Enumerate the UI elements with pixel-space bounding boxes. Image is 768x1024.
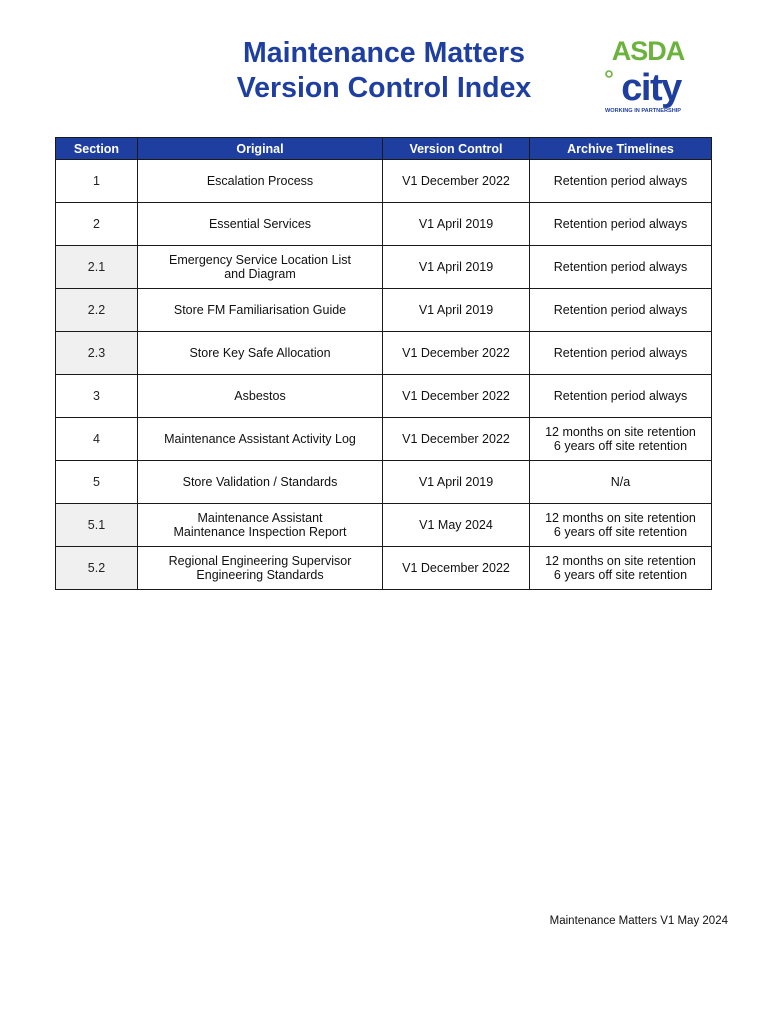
archive-text-line: Retention period always: [553, 303, 688, 317]
archive-cell: [530, 547, 712, 590]
section-cell: 4: [56, 418, 138, 461]
original-text-line: Store FM Familiarisation Guide: [173, 303, 347, 317]
archive-text-line: Retention period always: [553, 346, 688, 360]
original-text-line: Maintenance Assistant Activity Log: [164, 432, 356, 446]
table-row: [56, 418, 712, 461]
section-cell: 5.2: [56, 547, 138, 590]
archive-text-line: 12 months on site retention: [545, 554, 696, 568]
svg-text:ASDA: ASDA: [611, 36, 685, 66]
original-text-line: Maintenance Inspection Report: [173, 525, 347, 539]
original-cell: [138, 461, 383, 504]
archive-text-line: 6 years off site retention: [553, 439, 688, 453]
version-cell: V1 December 2022: [383, 418, 530, 461]
version-control-table: [55, 137, 712, 590]
version-cell: V1 April 2019: [383, 289, 530, 332]
original-text-line: Asbestos: [234, 389, 286, 403]
table-row: [56, 375, 712, 418]
footer-version-note: Maintenance Matters V1 May 2024: [549, 915, 728, 927]
original-text-line: Engineering Standards: [196, 568, 324, 582]
section-cell: 3: [56, 375, 138, 418]
version-cell: V1 December 2022: [383, 332, 530, 375]
archive-cell: [530, 203, 712, 246]
column-header-archive-timelines: Archive Timelines: [530, 138, 712, 160]
section-cell: 2: [56, 203, 138, 246]
column-header-original: Original: [138, 138, 383, 160]
asda-city-logo-mark: [603, 36, 693, 116]
original-text-line: Essential Services: [208, 217, 312, 231]
version-cell: V1 December 2022: [383, 160, 530, 203]
archive-cell: [530, 246, 712, 289]
original-cell: [138, 418, 383, 461]
archive-text-line: N/a: [610, 475, 631, 489]
section-cell: 2.1: [56, 246, 138, 289]
table-body: [56, 160, 712, 590]
version-cell: V1 December 2022: [383, 375, 530, 418]
table-row: [56, 332, 712, 375]
table-row: [56, 160, 712, 203]
table-header-row: [56, 138, 712, 160]
section-cell: 5: [56, 461, 138, 504]
original-text-line: Escalation Process: [206, 174, 314, 188]
original-text-line: Store Key Safe Allocation: [189, 346, 331, 360]
original-cell: [138, 160, 383, 203]
column-header-version-control: Version Control: [383, 138, 530, 160]
page-title-line-1: Maintenance Matters: [243, 37, 525, 69]
original-cell: [138, 203, 383, 246]
archive-text-line: Retention period always: [553, 389, 688, 403]
original-cell: [138, 504, 383, 547]
archive-cell: [530, 375, 712, 418]
archive-text-line: 6 years off site retention: [553, 525, 688, 539]
version-cell: V1 May 2024: [383, 504, 530, 547]
version-cell: V1 December 2022: [383, 547, 530, 590]
archive-text-line: Retention period always: [553, 174, 688, 188]
svg-text:city: city: [621, 67, 681, 109]
archive-text-line: 12 months on site retention: [545, 425, 696, 439]
page-title: [150, 36, 618, 106]
archive-cell: [530, 289, 712, 332]
table-row: [56, 461, 712, 504]
archive-text-line: Retention period always: [553, 260, 688, 274]
section-cell: 1: [56, 160, 138, 203]
original-cell: [138, 547, 383, 590]
section-cell: 5.1: [56, 504, 138, 547]
original-text-line: Store Validation / Standards: [182, 475, 338, 489]
original-text-line: Maintenance Assistant: [197, 511, 323, 525]
archive-cell: [530, 461, 712, 504]
section-cell: 2.2: [56, 289, 138, 332]
table-row: [56, 289, 712, 332]
original-text-line: Emergency Service Location List: [168, 253, 352, 267]
version-cell: V1 April 2019: [383, 246, 530, 289]
version-cell: V1 April 2019: [383, 203, 530, 246]
archive-cell: [530, 160, 712, 203]
original-cell: [138, 375, 383, 418]
table-row: [56, 203, 712, 246]
original-text-line: Regional Engineering Supervisor: [168, 554, 352, 568]
archive-text-line: 12 months on site retention: [545, 511, 696, 525]
table-row: [56, 246, 712, 289]
archive-text-line: Retention period always: [553, 217, 688, 231]
asda-city-logo: [603, 36, 693, 116]
original-cell: [138, 289, 383, 332]
table-row: [56, 547, 712, 590]
archive-cell: [530, 418, 712, 461]
version-cell: V1 April 2019: [383, 461, 530, 504]
archive-cell: [530, 504, 712, 547]
original-text-line: and Diagram: [224, 267, 296, 281]
archive-text-line: 6 years off site retention: [553, 568, 688, 582]
section-cell: 2.3: [56, 332, 138, 375]
page-title-line-2: Version Control Index: [236, 72, 532, 104]
table-row: [56, 504, 712, 547]
svg-text:WORKING IN PARTNERSHIP: WORKING IN PARTNERSHIP: [605, 108, 682, 114]
original-cell: [138, 332, 383, 375]
column-header-section: Section: [56, 138, 138, 160]
archive-cell: [530, 332, 712, 375]
original-cell: [138, 246, 383, 289]
